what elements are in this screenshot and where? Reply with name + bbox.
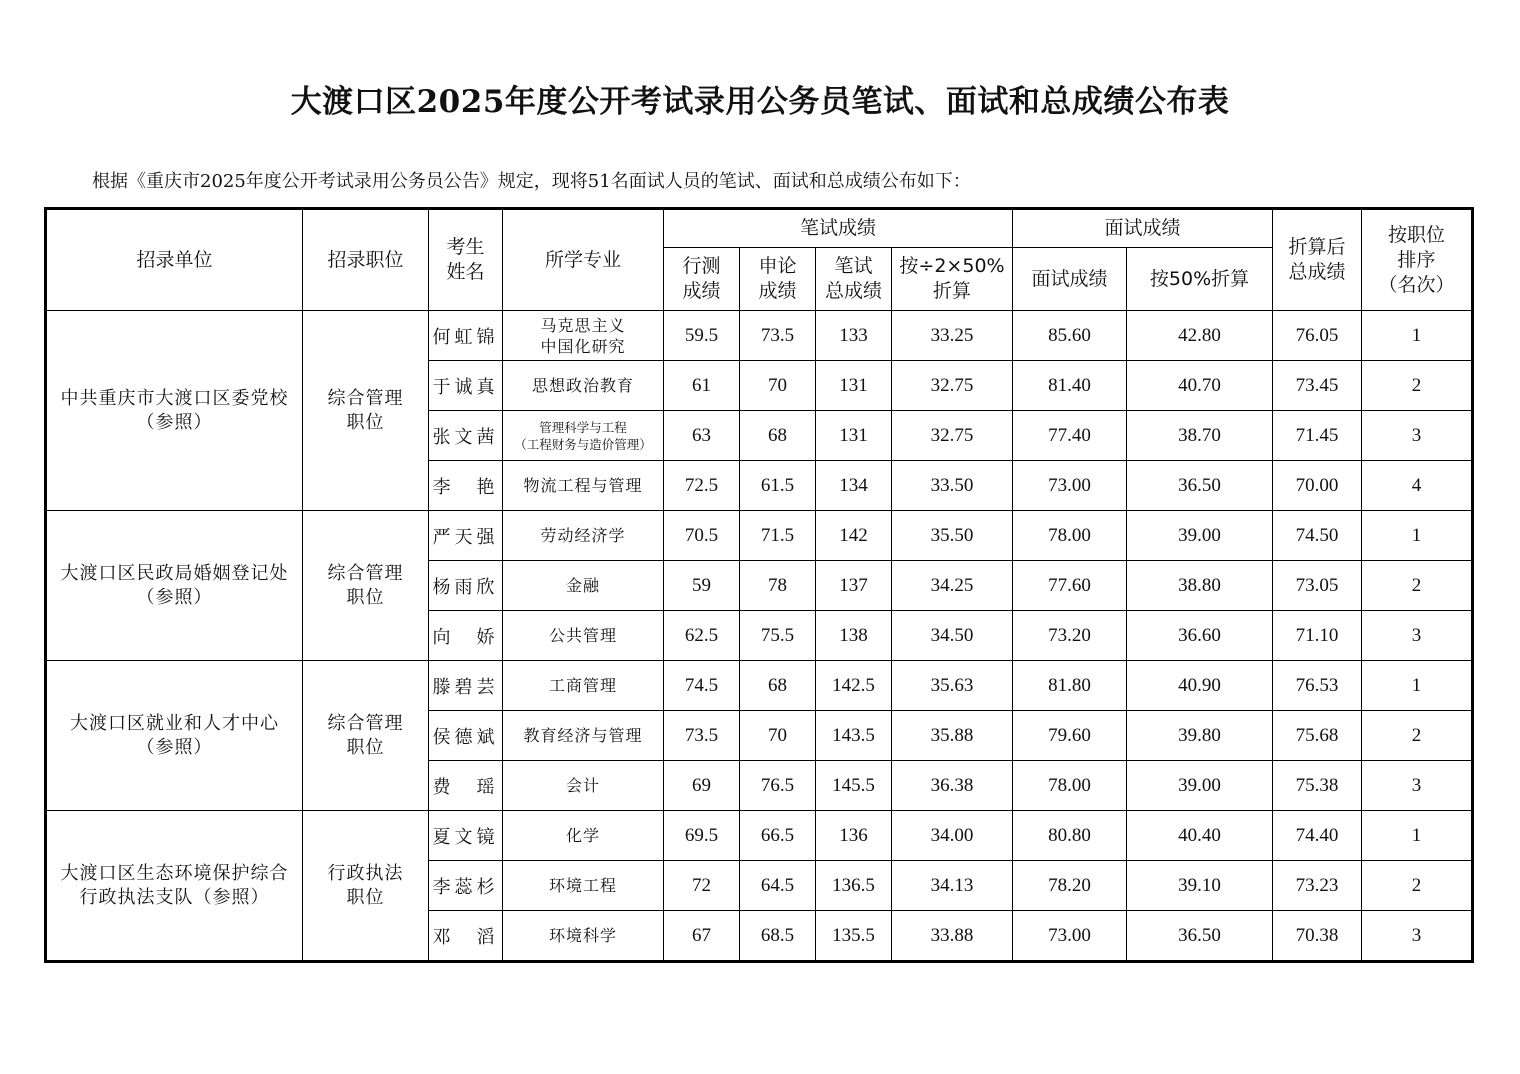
final-cell: 71.10: [1273, 611, 1362, 661]
shenlun-cell: 70: [740, 711, 816, 761]
rank-cell: 1: [1362, 661, 1473, 711]
final-cell: 75.38: [1273, 761, 1362, 811]
unit-cell: 中共重庆市大渡口区委党校 （参照）: [46, 311, 303, 511]
xingce-cell: 62.5: [664, 611, 740, 661]
name-cell: 何虹锦: [429, 311, 503, 361]
name-cell: 于诚真: [429, 361, 503, 411]
written-converted-cell: 33.88: [892, 911, 1013, 962]
table-row: [46, 661, 1473, 711]
rank-cell: 3: [1362, 911, 1473, 962]
written-total-cell: 136: [816, 811, 892, 861]
unit-cell: 大渡口区就业和人才中心 （参照）: [46, 661, 303, 811]
interview-cell: 78.00: [1013, 511, 1127, 561]
written-total-cell: 135.5: [816, 911, 892, 962]
written-total-cell: 131: [816, 411, 892, 461]
written-converted-cell: 34.00: [892, 811, 1013, 861]
name-cell: 严天强: [429, 511, 503, 561]
shenlun-cell: 73.5: [740, 311, 816, 361]
shenlun-cell: 64.5: [740, 861, 816, 911]
rank-cell: 2: [1362, 861, 1473, 911]
final-cell: 71.45: [1273, 411, 1362, 461]
post-cell: 行政执法 职位: [303, 811, 429, 962]
rank-cell: 3: [1362, 411, 1473, 461]
name-cell: 滕碧芸: [429, 661, 503, 711]
table-row: [46, 311, 1473, 361]
xingce-cell: 59.5: [664, 311, 740, 361]
interview-cell: 78.00: [1013, 761, 1127, 811]
header-written-group: 笔试成绩: [664, 209, 1013, 248]
shenlun-cell: 61.5: [740, 461, 816, 511]
xingce-cell: 69.5: [664, 811, 740, 861]
shenlun-cell: 66.5: [740, 811, 816, 861]
unit-cell: 大渡口区民政局婚姻登记处 （参照）: [46, 511, 303, 661]
name-cell: 邓 滔: [429, 911, 503, 962]
name-cell: 向 娇: [429, 611, 503, 661]
intro-text: 根据《重庆市2025年度公开考试录用公务员公告》规定，现将51名面试人员的笔试、面试和总成绩公布如下：: [92, 171, 971, 192]
interview-cell: 77.40: [1013, 411, 1127, 461]
header-written-xingce: 行测 成绩: [664, 248, 740, 311]
written-total-cell: 138: [816, 611, 892, 661]
written-converted-cell: 32.75: [892, 411, 1013, 461]
rank-cell: 2: [1362, 711, 1473, 761]
xingce-cell: 61: [664, 361, 740, 411]
written-converted-cell: 35.63: [892, 661, 1013, 711]
written-total-cell: 131: [816, 361, 892, 411]
final-cell: 76.53: [1273, 661, 1362, 711]
name-cell: 费 瑶: [429, 761, 503, 811]
rank-cell: 2: [1362, 361, 1473, 411]
shenlun-cell: 71.5: [740, 511, 816, 561]
interview-converted-cell: 36.50: [1127, 461, 1273, 511]
written-converted-cell: 34.25: [892, 561, 1013, 611]
xingce-cell: 59: [664, 561, 740, 611]
shenlun-cell: 70: [740, 361, 816, 411]
table-header: [46, 209, 1473, 311]
post-cell: 综合管理 职位: [303, 661, 429, 811]
major-cell: 金融: [503, 561, 664, 611]
major-cell: 物流工程与管理: [503, 461, 664, 511]
xingce-cell: 73.5: [664, 711, 740, 761]
shenlun-cell: 75.5: [740, 611, 816, 661]
name-cell: 张文茜: [429, 411, 503, 461]
table-body: [46, 311, 1473, 962]
interview-cell: 78.20: [1013, 861, 1127, 911]
major-cell: 思想政治教育: [503, 361, 664, 411]
interview-cell: 73.20: [1013, 611, 1127, 661]
final-cell: 74.40: [1273, 811, 1362, 861]
interview-cell: 80.80: [1013, 811, 1127, 861]
xingce-cell: 72: [664, 861, 740, 911]
written-total-cell: 143.5: [816, 711, 892, 761]
written-converted-cell: 34.13: [892, 861, 1013, 911]
name-cell: 李蕊杉: [429, 861, 503, 911]
header-written-converted: 按÷2×50% 折算: [892, 248, 1013, 311]
interview-converted-cell: 40.70: [1127, 361, 1273, 411]
shenlun-cell: 78: [740, 561, 816, 611]
header-major: 所学专业: [503, 209, 664, 311]
major-cell: 马克思主义 中国化研究: [503, 311, 664, 361]
table-row: [46, 511, 1473, 561]
header-interview-group: 面试成绩: [1013, 209, 1273, 248]
shenlun-cell: 68.5: [740, 911, 816, 962]
name-cell: 夏文镜: [429, 811, 503, 861]
xingce-cell: 67: [664, 911, 740, 962]
interview-cell: 73.00: [1013, 911, 1127, 962]
header-unit: 招录单位: [46, 209, 303, 311]
xingce-cell: 63: [664, 411, 740, 461]
written-converted-cell: 36.38: [892, 761, 1013, 811]
name-cell: 侯德斌: [429, 711, 503, 761]
interview-cell: 81.40: [1013, 361, 1127, 411]
written-total-cell: 133: [816, 311, 892, 361]
xingce-cell: 72.5: [664, 461, 740, 511]
final-cell: 73.45: [1273, 361, 1362, 411]
header-interview-converted: 按50%折算: [1127, 248, 1273, 311]
major-cell: 化学: [503, 811, 664, 861]
final-cell: 73.05: [1273, 561, 1362, 611]
written-total-cell: 136.5: [816, 861, 892, 911]
post-cell: 综合管理 职位: [303, 511, 429, 661]
final-cell: 75.68: [1273, 711, 1362, 761]
final-cell: 70.00: [1273, 461, 1362, 511]
major-cell: 会计: [503, 761, 664, 811]
header-interview-score: 面试成绩: [1013, 248, 1127, 311]
written-total-cell: 134: [816, 461, 892, 511]
interview-converted-cell: 38.80: [1127, 561, 1273, 611]
rank-cell: 3: [1362, 611, 1473, 661]
header-name: 考生 姓名: [429, 209, 503, 311]
interview-converted-cell: 39.00: [1127, 511, 1273, 561]
rank-cell: 1: [1362, 511, 1473, 561]
shenlun-cell: 68: [740, 661, 816, 711]
interview-converted-cell: 39.10: [1127, 861, 1273, 911]
xingce-cell: 74.5: [664, 661, 740, 711]
written-total-cell: 137: [816, 561, 892, 611]
major-cell: 教育经济与管理: [503, 711, 664, 761]
xingce-cell: 70.5: [664, 511, 740, 561]
interview-converted-cell: 38.70: [1127, 411, 1273, 461]
name-cell: 杨雨欣: [429, 561, 503, 611]
header-final-total: 折算后 总成绩: [1273, 209, 1362, 311]
written-converted-cell: 35.88: [892, 711, 1013, 761]
score-table: [44, 207, 1474, 963]
interview-converted-cell: 36.60: [1127, 611, 1273, 661]
rank-cell: 3: [1362, 761, 1473, 811]
header-written-total: 笔试 总成绩: [816, 248, 892, 311]
page-title: 大渡口区2025年度公开考试录用公务员笔试、面试和总成绩公布表: [290, 84, 1230, 120]
final-cell: 73.23: [1273, 861, 1362, 911]
interview-converted-cell: 39.00: [1127, 761, 1273, 811]
written-converted-cell: 33.25: [892, 311, 1013, 361]
header-written-shenlun: 申论 成绩: [740, 248, 816, 311]
major-cell: 环境科学: [503, 911, 664, 962]
rank-cell: 4: [1362, 461, 1473, 511]
unit-cell: 大渡口区生态环境保护综合 行政执法支队（参照）: [46, 811, 303, 962]
written-total-cell: 142: [816, 511, 892, 561]
shenlun-cell: 68: [740, 411, 816, 461]
written-converted-cell: 34.50: [892, 611, 1013, 661]
major-cell: 劳动经济学: [503, 511, 664, 561]
interview-cell: 85.60: [1013, 311, 1127, 361]
final-cell: 74.50: [1273, 511, 1362, 561]
header-rank: 按职位 排序 （名次）: [1362, 209, 1473, 311]
written-converted-cell: 35.50: [892, 511, 1013, 561]
major-cell: 工商管理: [503, 661, 664, 711]
header-post: 招录职位: [303, 209, 429, 311]
interview-converted-cell: 42.80: [1127, 311, 1273, 361]
final-cell: 76.05: [1273, 311, 1362, 361]
table-row: [46, 811, 1473, 861]
major-cell: 管理科学与工程 （工程财务与造价管理）: [503, 411, 664, 461]
final-cell: 70.38: [1273, 911, 1362, 962]
major-cell: 公共管理: [503, 611, 664, 661]
written-converted-cell: 32.75: [892, 361, 1013, 411]
name-cell: 李 艳: [429, 461, 503, 511]
interview-converted-cell: 36.50: [1127, 911, 1273, 962]
interview-converted-cell: 40.90: [1127, 661, 1273, 711]
xingce-cell: 69: [664, 761, 740, 811]
interview-cell: 73.00: [1013, 461, 1127, 511]
written-converted-cell: 33.50: [892, 461, 1013, 511]
post-cell: 综合管理 职位: [303, 311, 429, 511]
written-total-cell: 142.5: [816, 661, 892, 711]
interview-cell: 81.80: [1013, 661, 1127, 711]
written-total-cell: 145.5: [816, 761, 892, 811]
rank-cell: 1: [1362, 311, 1473, 361]
interview-cell: 77.60: [1013, 561, 1127, 611]
interview-converted-cell: 39.80: [1127, 711, 1273, 761]
interview-cell: 79.60: [1013, 711, 1127, 761]
rank-cell: 2: [1362, 561, 1473, 611]
rank-cell: 1: [1362, 811, 1473, 861]
shenlun-cell: 76.5: [740, 761, 816, 811]
interview-converted-cell: 40.40: [1127, 811, 1273, 861]
major-cell: 环境工程: [503, 861, 664, 911]
